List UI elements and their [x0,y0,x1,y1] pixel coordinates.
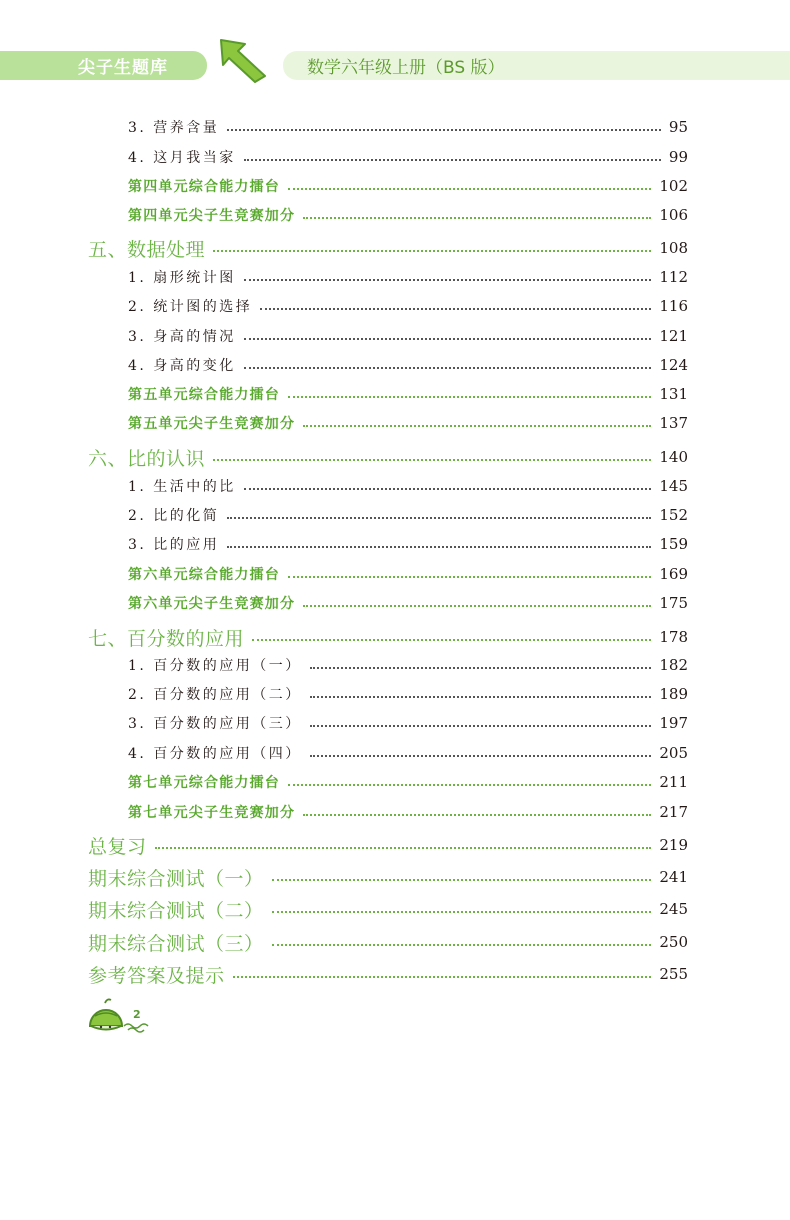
toc-lesson-row [128,295,688,317]
toc-entry-title: 3. 比的应用 [128,537,220,553]
toc-page-number: 131 [659,385,688,403]
dot-leader [155,847,652,849]
dot-leader [244,367,652,369]
dot-leader [244,488,652,490]
toc-entry-title: 五、数据处理 [88,238,206,261]
toc-page-number: 152 [659,506,688,524]
toc-lesson-row [128,354,688,376]
toc-review-row [128,175,688,197]
dot-leader [303,814,651,816]
toc-review-row [128,771,688,793]
dot-leader [213,459,651,461]
dot-leader [227,517,651,519]
toc-page-number: 145 [659,477,688,495]
toc-chapter-row [88,624,688,650]
dot-leader [244,338,652,340]
toc-page-number: 102 [659,177,688,195]
toc-lesson-row [128,654,688,676]
dot-leader [310,667,652,669]
toc-chapter-row [88,929,688,955]
toc-review-row [128,412,688,434]
toc-entry-title: 第七单元综合能力擂台 [128,775,280,791]
toc-entry-title: 1. 百分数的应用（一） [128,658,302,674]
toc-lesson-row [128,116,688,138]
toc-page-number: 205 [659,744,688,762]
toc-entry-title: 第四单元综合能力擂台 [128,179,280,195]
dot-leader [303,605,651,607]
toc-page-number: 189 [659,685,688,703]
dot-leader [252,639,651,641]
toc-lesson-row [128,475,688,497]
toc-entry-title: 3. 百分数的应用（三） [128,716,302,732]
dot-leader [288,784,651,786]
dot-leader [310,696,652,698]
toc-page-number: 217 [659,803,688,821]
toc-entry-title: 1. 扇形统计图 [128,270,236,286]
toc-page-number: 159 [659,535,688,553]
toc-entry-title: 3. 身高的情况 [128,329,236,345]
toc-entry-title: 3. 营养含量 [128,120,220,136]
toc-entry-title: 第五单元综合能力擂台 [128,387,280,403]
toc-entry-title: 七、百分数的应用 [88,627,245,650]
page-header [0,0,790,100]
dot-leader [288,396,651,398]
toc-page-number: 140 [659,448,688,466]
toc-chapter-row [88,896,688,922]
dot-leader [288,188,651,190]
toc-review-row [128,801,688,823]
toc-entry-title: 第六单元综合能力擂台 [128,567,280,583]
toc-chapter-row [88,235,688,261]
toc-entry-title: 第五单元尖子生竞赛加分 [128,416,296,432]
dot-leader [303,217,651,219]
dot-leader [310,725,652,727]
toc-entry-title: 参考答案及提示 [88,964,225,987]
toc-page-number: 112 [659,268,688,286]
toc-entry-title: 2. 百分数的应用（二） [128,687,302,703]
toc-lesson-row [128,146,688,168]
dot-leader [288,576,651,578]
toc-entry-title: 期末综合测试（二） [88,899,264,922]
toc-page-number: 178 [659,628,688,646]
watermelon-mascot-icon [86,996,158,1036]
dot-leader [260,308,651,310]
dot-leader [244,159,661,161]
toc-page-number: 241 [659,868,688,886]
dot-leader [244,279,652,281]
toc-page-number: 99 [668,148,688,166]
toc-review-row [128,383,688,405]
toc-chapter-row [88,961,688,987]
toc-entry-title: 六、比的认识 [88,447,206,470]
toc-entry-title: 第六单元尖子生竞赛加分 [128,596,296,612]
dot-leader [272,944,652,946]
dot-leader [303,425,651,427]
toc-lesson-row [128,742,688,764]
dot-leader [310,755,652,757]
toc-entry-title: 4. 百分数的应用（四） [128,746,302,762]
toc-entry-title: 4. 身高的变化 [128,358,236,374]
dot-leader [272,879,652,881]
toc-page-number: 250 [659,933,688,951]
toc-page-number: 175 [659,594,688,612]
toc-entry-title: 4. 这月我当家 [128,150,236,166]
toc-page-number: 106 [659,206,688,224]
toc-page-number: 137 [659,414,688,432]
toc-entry-title: 期末综合测试（三） [88,932,264,955]
toc-lesson-row [128,712,688,734]
toc-lesson-row [128,325,688,347]
toc-page-number: 169 [659,565,688,583]
toc-review-row [128,204,688,226]
toc-review-row [128,563,688,585]
toc-page-number: 245 [659,900,688,918]
toc-review-row [128,592,688,614]
subject-title: 数学六年级上册（BS 版） [307,58,505,78]
toc-entry-title: 期末综合测试（一） [88,867,264,890]
dot-leader [233,976,652,978]
dot-leader [213,250,651,252]
brand-title: 尖子生题库 [78,58,168,78]
toc-page-number: 255 [659,965,688,983]
arrow-up-left-icon [217,38,269,84]
toc-page-number: 108 [659,239,688,257]
toc-lesson-row [128,683,688,705]
toc-lesson-row [128,266,688,288]
toc-entry-title: 2. 统计图的选择 [128,299,253,315]
toc-page-number: 121 [659,327,688,345]
toc-page-number: 182 [659,656,688,674]
toc-lesson-row [128,533,688,555]
dot-leader [227,546,651,548]
toc-page-number: 124 [659,356,688,374]
toc-chapter-row [88,832,688,858]
toc-chapter-row [88,864,688,890]
toc-entry-title: 2. 比的化简 [128,508,220,524]
toc-page-number: 197 [659,714,688,732]
dot-leader [272,911,652,913]
toc-page-number: 211 [659,773,688,791]
dot-leader [227,129,661,131]
toc-chapter-row [88,444,688,470]
toc-page-number: 95 [668,118,688,136]
toc-entry-title: 第四单元尖子生竞赛加分 [128,208,296,224]
toc-entry-title: 总复习 [88,835,147,858]
toc-page-number: 219 [659,836,688,854]
toc-lesson-row [128,504,688,526]
page-number: 2 [133,1008,141,1021]
toc-entry-title: 1. 生活中的比 [128,479,236,495]
toc-entry-title: 第七单元尖子生竞赛加分 [128,805,296,821]
toc-page-number: 116 [659,297,688,315]
